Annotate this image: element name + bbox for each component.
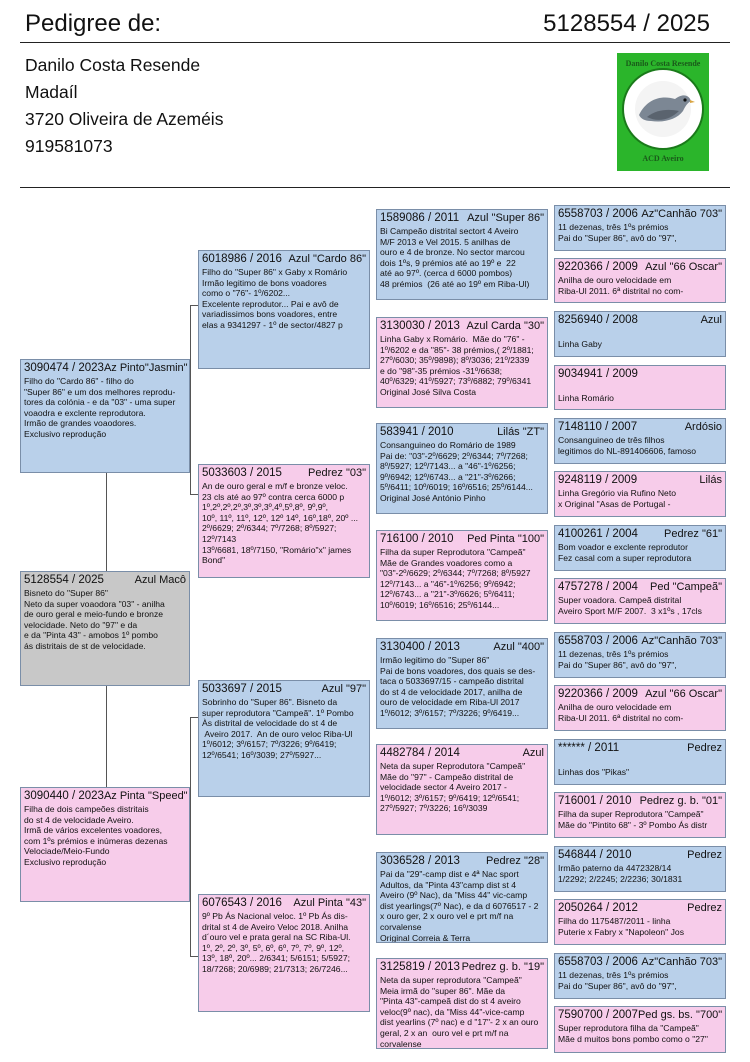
bird-notes: Irmão paterno da 4472328/14 1/2292; 2/2245; 2/2236; 30/1831: [558, 863, 683, 884]
bird-color: Pedrez: [687, 902, 722, 914]
bird-notes: Neta da super Reprodutora "Campeã" Mãe do "97" - Campeão distrital de velocidade sector 4 Aveiro 2017 - 1º/6012; 3º/6157; 9º/6419; 12º/6541; 27º/5927; 7º/3226; 16º/3039: [380, 761, 526, 814]
bird-color: Azul: [522, 747, 544, 759]
bird-card-gggen-12[interactable]: [554, 792, 726, 838]
bird-ring: 7590700 / 2007: [558, 1009, 638, 1021]
bird-color: Pedrez "03": [308, 467, 366, 479]
bird-color: Ped Pinta "100": [467, 533, 544, 545]
bird-color: Azul: [700, 314, 722, 326]
bird-color: Azul Carda "30": [466, 320, 544, 332]
bird-notes: Linha Romário: [558, 392, 614, 403]
bird-card-gggen-7[interactable]: [554, 525, 726, 571]
bird-notes: Bisneto do "Super 86" Neto da super voaodora "03" - anilha de ouro geral e meio-fundo e bronze velocidade. Neto do "97" e da e da "Pinta 43" - amobos 1º pombo ás distritais de st de velocidade.: [24, 588, 165, 651]
bird-card-ggen-8[interactable]: [376, 958, 548, 1049]
bird-notes: Filho do "Super 86" x Gaby x Romário Irmão legitimo de bons voadores como o "76"- 1º/6202... Excelente reprodutor... Pai e avô de variadissimos bons voadores, entre elas a 9341297 - 1º de sector/4827 p: [202, 267, 348, 330]
bird-ring: 1589086 / 2011: [380, 212, 460, 224]
bird-color: Pedrez: [687, 742, 722, 754]
bird-notes: Consanguineo de três filhos legitimos do NL-891406606, famoso: [558, 435, 697, 456]
bird-color: Ped gs. bs. "700": [637, 1009, 723, 1021]
bird-ring: 583941 / 2010: [380, 426, 454, 438]
bird-card-gggen-1[interactable]: [554, 205, 726, 251]
bird-ring: 716100 / 2010: [380, 533, 454, 545]
bird-color: Azul "Cardo 86": [288, 253, 366, 265]
bird-card-gggen-10[interactable]: [554, 685, 726, 731]
bird-color: Lilás "ZT": [497, 426, 544, 438]
bird-ring: 3130030 / 2013: [380, 320, 460, 332]
bird-card-dam-dam[interactable]: [198, 894, 370, 1012]
logo-bottom-text: ACD Aveiro: [642, 154, 684, 163]
bird-ring: 6558703 / 2006: [558, 635, 638, 647]
owner-divider: [20, 187, 730, 188]
bird-color: Lilás: [699, 474, 722, 486]
bird-card-gggen-8[interactable]: [554, 578, 726, 624]
bird-ring: 6076543 / 2016: [202, 897, 282, 909]
bird-color: Azul "Super 86": [467, 212, 544, 224]
bird-card-gggen-14[interactable]: [554, 899, 726, 945]
bird-ring: 5128554 / 2025: [24, 574, 104, 586]
bird-ring: 3036528 / 2013: [380, 855, 460, 867]
bird-color: Azul Macô: [134, 574, 186, 586]
bird-color: Azul "97": [321, 683, 366, 695]
connector-line: [106, 686, 107, 787]
bird-notes: 11 dezenas, três 1ºs prémios Pai do "Super 86", avô do "97",: [558, 970, 677, 991]
bird-card-ggen-1[interactable]: [376, 209, 548, 300]
bird-ring: 6558703 / 2006: [558, 208, 638, 220]
connector-line: [190, 494, 198, 495]
connector-line: [190, 717, 191, 956]
owner-city: 3720 Oliveira de Azeméis: [25, 109, 224, 129]
bird-color: Pedrez "61": [664, 528, 722, 540]
bird-ring: 9034941 / 2009: [558, 368, 638, 380]
bird-card-ggen-5[interactable]: [376, 638, 548, 729]
bird-ring: 3130400 / 2013: [380, 641, 460, 653]
bird-card-ggen-7[interactable]: [376, 852, 548, 943]
bird-card-gggen-13[interactable]: [554, 846, 726, 892]
bird-notes: Linha Gaby: [558, 338, 602, 349]
bird-card-sire[interactable]: [20, 359, 190, 473]
bird-ring: 9248119 / 2009: [558, 474, 638, 486]
bird-color: Azul "66 Oscar": [645, 688, 722, 700]
connector-line: [190, 305, 191, 494]
owner-info: [25, 52, 223, 160]
bird-notes: Consanguineo do Romário de 1989 Pai de: "03"-2º/6629; 2º/6344; 7º/7268; 8º/5927; 12º/7143... a "46"-1º/6256; 9º/6942; 12º/6743... a "21"-3º/6266; 5º/6411; 10º/6019; 16º/6516; 25º/6144... Original José António Pinho: [380, 440, 533, 503]
bird-notes: Irmão legitimo do "Super 86" Pai de bons voadores, dos quais se des- taca o 5033697/15 - campeão distrital do st 4 de velocidade 2017, anilha de ouro de velocidade em Riba-Ul 2017 1º/6012; 3º/6157; 7º/3226; 9º/6419...: [380, 655, 536, 718]
connector-line: [190, 956, 198, 957]
connector-line: [190, 305, 198, 306]
bird-color: Az"Canhão 703": [641, 635, 722, 647]
bird-ring: 5033697 / 2015: [202, 683, 282, 695]
bird-notes: 9º Pb Ás Nacional veloc. 1º Pb Ás dis- drital st 4 de Aveiro Veloc 2018. Anilha d´ouro vel e prata geral na SC Riba-Ul. 1º, 2º, 2º, 3º, 5º, 6º, 6º, 7º, 7º, 9º, 12º, 13º, 18º, 20º... 2/6341; 5/6151; 5/5927; 18/7268; 20/6989; 21/7313; 26/7246...: [202, 911, 351, 974]
bird-card-gggen-5[interactable]: [554, 418, 726, 464]
bird-ring: 9220366 / 2009: [558, 688, 638, 700]
bird-color: Az"Canhão 703": [641, 956, 722, 968]
bird-ring: 5033603 / 2015: [202, 467, 282, 479]
bird-notes: 11 dezenas, três 1ºs prémios Pai do "Super 86", avô do "97",: [558, 649, 677, 670]
bird-card-gggen-9[interactable]: [554, 632, 726, 678]
bird-color: Pedrez: [687, 849, 722, 861]
bird-ring: 716001 / 2010: [558, 795, 632, 807]
bird-card-gggen-4[interactable]: [554, 365, 726, 410]
bird-card-gggen-6[interactable]: [554, 471, 726, 517]
bird-color: Azul "400": [493, 641, 544, 653]
bird-color: Pedrez "28": [486, 855, 544, 867]
connector-line: [190, 717, 198, 718]
bird-notes: An de ouro geral e m/f e bronze veloc. 23 cls até ao 97º contra cerca 6000 p 1º,2º,2º,2º,3º,3º,3º,4º,5º,8º, 9º,9º, 10º, 11º, 11º, 12º, 12º 14º, 16º,18º, 20º ... 2º/6629; 2º/6344; 7º/7268; 8º/5927; 12º/7143 13º/6681, 18º/7150, "Romário"x" james Bond": [202, 481, 358, 566]
bird-ring: 9220366 / 2009: [558, 261, 638, 273]
bird-ring: 3125819 / 2013: [380, 961, 460, 973]
subject-ring-number: 5128554 / 2025: [543, 10, 710, 37]
bird-color: Pedrez g. b. "01": [639, 795, 722, 807]
bird-card-ggen-2[interactable]: [376, 317, 548, 408]
bird-ring: 6558703 / 2006: [558, 956, 638, 968]
bird-color: Ardósio: [684, 421, 722, 433]
bird-notes: Super reprodutora filha da "Campeã" Mãe d muitos bons pombo como o "27": [558, 1023, 708, 1044]
header-divider: [20, 42, 730, 43]
bird-color: Azul Pinta "43": [293, 897, 366, 909]
bird-card-sire-sire[interactable]: [198, 250, 370, 369]
bird-ring: 546844 / 2010: [558, 849, 632, 861]
bird-notes: 11 dezenas, três 1ºs prémios Pai do "Super 86", avô do "97",: [558, 222, 677, 243]
bird-notes: Pai da "29"-camp dist e 4ª Nac sport Adultos, da "Pinta 43"camp dist st 4 Aveiro (9º Nac), da "Miss 44" vic-camp dist yearlings(7º Nac), e da d 6076517 - 2 x ouro ger, 2 x ouro vel e prt m/f na corvalense Original Correia & Terra: [380, 869, 539, 943]
bird-ring: 4482784 / 2014: [380, 747, 460, 759]
bird-ring: 4757278 / 2004: [558, 581, 638, 593]
bird-card-gggen-3[interactable]: [554, 311, 726, 357]
connector-line: [106, 473, 107, 571]
bird-notes: Sobrinho do "Super 86". Bisneto da super reprodutora "Campeã". 1º Pombo Às distrital de velocidade do st 4 de Aveiro 2017. An de ouro veloc Riba-Ul 1º/6012; 3º/6157; 7º/3226; 9º/6419; 12º/6541; 16º/3039; 27º/5927...: [202, 697, 354, 760]
bird-card-gggen-11[interactable]: [554, 739, 726, 785]
logo-top-text: Danilo Costa Resende: [625, 59, 701, 68]
bird-ring: 2050264 / 2012: [558, 902, 638, 914]
bird-notes: Bi Campeão distrital sectort 4 Aveiro M/F 2013 e Vel 2015. 5 anilhas de ouro e 4 de bronze. No sector marcou dois 1ºs, 9 prémios até ao 19º e 22 até ao 97º. (cerca d 6000 pombos) 48 prémios (26 até ao 19º em Riba-Ul): [380, 226, 530, 289]
bird-ring: 7148110 / 2007: [558, 421, 638, 433]
bird-notes: Filha do 1175487/2011 - linha Puterie x Fabry x "Napoleon" Jos: [558, 916, 684, 937]
bird-card-ggen-6[interactable]: [376, 744, 548, 835]
bird-color: Az Pinto"Jasmin": [103, 362, 188, 374]
bird-ring: ****** / 2011: [558, 742, 620, 754]
bird-card-ggen-4[interactable]: [376, 530, 548, 621]
bird-ring: 4100261 / 2004: [558, 528, 638, 540]
bird-color: Azul "66 Oscar": [645, 261, 722, 273]
bird-notes: Filha de dois campeões distritais do st 4 de velocidade Aveiro. Irmã de vários excelentes voadores, com 1ºs prémios e inúmeras dezenas Velociade/Meio-Fundo Exclusivo reprodução: [24, 804, 168, 867]
owner-place: Madaíl: [25, 82, 78, 102]
bird-notes: Linha Gregório via Rufino Neto x Original "Asas de Portugal -: [558, 488, 676, 509]
bird-color: Az Pinta "Speed": [103, 790, 188, 802]
bird-card-gggen-16[interactable]: [554, 1006, 726, 1053]
bird-card-gggen-15[interactable]: [554, 953, 726, 999]
bird-notes: Filha da super Reprodutora "Campeã" Mãe do "Pintito 68" - 3º Pombo Ás distr: [558, 809, 708, 830]
bird-card-gggen-2[interactable]: [554, 258, 726, 303]
bird-color: Az"Canhão 703": [641, 208, 722, 220]
bird-card-subject[interactable]: [20, 571, 190, 686]
bird-ring: 3090440 / 2023: [24, 790, 104, 802]
bird-color: Pedrez g. b. "19": [461, 961, 544, 973]
bird-notes: Anilha de ouro velocidade em Riba-Ul 2011. 6ª distrital no com-: [558, 275, 684, 296]
bird-card-ggen-3[interactable]: [376, 423, 548, 514]
bird-notes: Linha Gaby x Romário. Mãe do "76" - 1º/6202 e da "85"- 38 prémios,( 2º/1881; 27º/6030; 35º/9898); 8º/3036; 21º/2339 e do "98"-35 prémios -31º/6638; 40º/6329; 41º/5927; 73º/6882; 79º/6341 Original José Silva Costa: [380, 334, 534, 397]
owner-name: Danilo Costa Resende: [25, 55, 201, 75]
bird-notes: Filha da super Reprodutora "Campeã" Mãe de Grandes voadores como a "03"-2º/6629; 2º/6344; 7º/7268; 8º/5927 12º/7143... a "46"-1º/6256; 9º/6942; 12º/6743... a "21"-3º/6626; 5º/6411; 10º/6019; 16º/6516; 25º/6144...: [380, 547, 531, 610]
bird-card-dam-sire[interactable]: [198, 680, 370, 797]
bird-ring: 3090474 / 2023: [24, 362, 104, 374]
page-title: Pedigree de:: [25, 10, 162, 37]
bird-card-dam[interactable]: [20, 787, 190, 902]
bird-notes: Super voadora. Campeã distrital Aveiro Sport M/F 2007. 3 x1ºs , 17cls: [558, 595, 702, 616]
owner-phone: 919581073: [25, 136, 113, 156]
bird-card-sire-dam[interactable]: [198, 464, 370, 578]
club-logo: [617, 53, 709, 171]
bird-color: Ped "Campeã": [649, 581, 722, 593]
bird-notes: Anilha de ouro velocidade em Riba-Ul 2011. 6ª distrital no com-: [558, 702, 684, 723]
bird-ring: 8256940 / 2008: [558, 314, 638, 326]
bird-notes: Bom voador e exclente reprodutor Fez casal com a super reprodutora: [558, 542, 692, 563]
bird-notes: Filho do "Cardo 86" - filho do "Super 86" e um dos melhores reprodu- tores da colónia - e da "03" - uma super voaodra e exclente reprodutora. Irmão de grandes voaodores. Exclusivo reprodução: [24, 376, 176, 439]
bird-notes: Linhas dos "Pikas": [558, 766, 630, 777]
bird-notes: Neta da super reprodutora "Campeã" Meia irmã do "super 86". Mãe da "Pinta 43"-campeã dist do st 4 aveiro veloc(9º nac), da "Miss 44"-vice-camp dist yearlins (7º nac) e d "17"- 2 x an ouro geral, 2 x an ouro vel e prt m/f na corvalense: [380, 975, 539, 1049]
bird-ring: 6018986 / 2016: [202, 253, 282, 265]
